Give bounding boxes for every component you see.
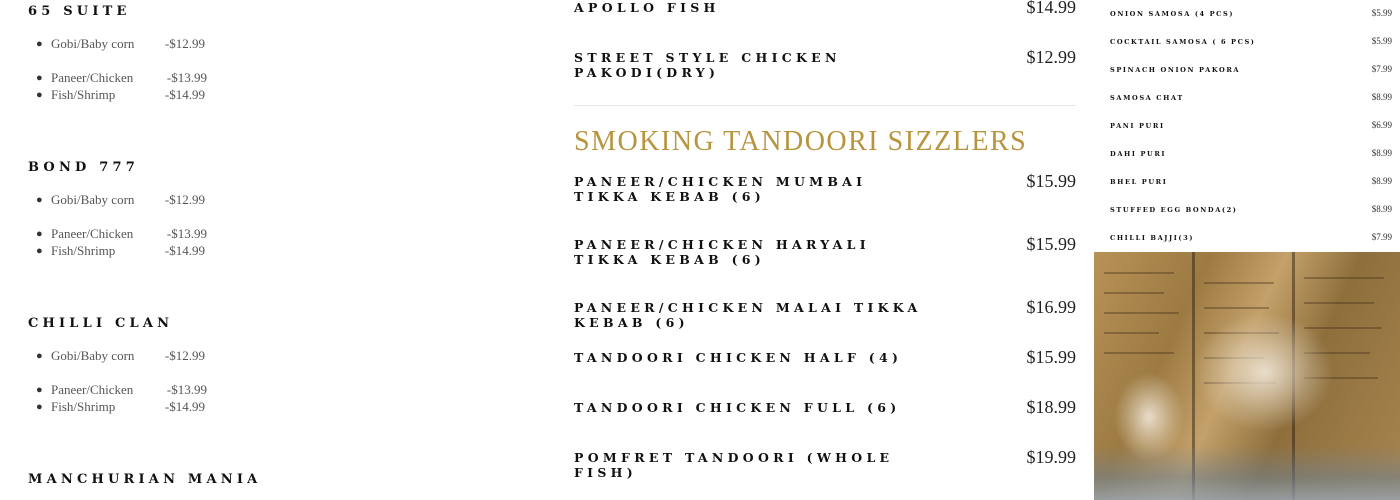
photo-text-line	[1204, 282, 1274, 284]
menu-item-name: STREET STYLE CHICKEN PAKODI(DRY)	[574, 50, 841, 80]
menu-item	[36, 70, 211, 86]
menu-item	[36, 399, 211, 415]
menu-item-name: POMFRET TANDOORI (WHOLE FISH)	[574, 450, 894, 480]
item-name: Paneer/Chicken	[51, 382, 134, 397]
item-price: -$12.99	[164, 192, 205, 207]
menu-item-name: PANEER/CHICKEN MALAI TIKKA KEBAB (6)	[574, 300, 922, 330]
photo-text-line	[1104, 332, 1159, 334]
menu-item-price: $8.99	[1371, 176, 1392, 186]
menu-item	[36, 36, 211, 52]
menu-item	[36, 243, 211, 259]
item-name: Gobi/Baby corn	[51, 192, 135, 207]
photo-text-line	[1104, 352, 1174, 354]
item-name: Fish/Shrimp	[51, 399, 116, 414]
section-title-chilli-clan: CHILLI CLAN	[28, 316, 174, 331]
section-title-manchurian-mania: MANCHURIAN MANIA	[28, 472, 262, 487]
menu-item	[36, 348, 211, 364]
item-name: Fish/Shrimp	[51, 243, 116, 258]
menu-item-price: $15.99	[1026, 234, 1076, 254]
photo-text-line	[1104, 312, 1179, 314]
photo-glare	[1194, 312, 1334, 432]
menu-item-name: CHILLI BAJJI(3)	[1110, 234, 1195, 242]
menu-item-price: $15.99	[1026, 347, 1076, 367]
item-price: -$14.99	[164, 243, 205, 258]
photo-text-line	[1304, 277, 1384, 279]
menu-item-name: PANEER/CHICKEN MUMBAI TIKKA KEBAB (6)	[574, 174, 867, 204]
menu-item-name: COCKTAIL SAMOSA ( 6 PCS)	[1110, 38, 1256, 46]
section-title-sizzlers: SMOKING TANDOORI SIZZLERS	[574, 126, 1028, 157]
bullet-icon: ●	[36, 245, 43, 257]
item-price: -$13.99	[166, 226, 207, 241]
menu-item-name: APOLLO FISH	[574, 0, 720, 15]
menu-item-name: TANDOORI CHICKEN HALF (4)	[574, 350, 903, 365]
menu-item-price: $8.99	[1371, 204, 1392, 214]
item-price: -$13.99	[166, 382, 207, 397]
left-menu-column	[0, 0, 560, 500]
item-price: -$12.99	[164, 36, 205, 51]
menu-item-name: BHEL PURI	[1110, 178, 1168, 186]
item-name: Paneer/Chicken	[51, 226, 134, 241]
item-price: -$14.99	[164, 399, 205, 414]
menu-item-price: $14.99	[1026, 0, 1076, 17]
menu-item-price: $6.99	[1371, 120, 1392, 130]
menu-item-price: $16.99	[1026, 297, 1076, 317]
bullet-icon: ●	[36, 89, 43, 101]
photo-text-line	[1104, 292, 1164, 294]
right-menu-column	[1094, 0, 1400, 500]
item-price: -$12.99	[164, 348, 205, 363]
menu-item-price: $12.99	[1026, 47, 1076, 67]
menu-item-price: $8.99	[1371, 92, 1392, 102]
bullet-icon: ●	[36, 401, 43, 413]
menu-item-name: SAMOSA CHAT	[1110, 94, 1184, 102]
menu-item-name: PANI PURI	[1110, 122, 1165, 130]
section-title-65-suite: 65 SUITE	[28, 4, 131, 19]
item-price: -$14.99	[164, 87, 205, 102]
item-name: Gobi/Baby corn	[51, 36, 135, 51]
menu-item	[36, 192, 211, 208]
menu-item-price: $18.99	[1026, 397, 1076, 417]
menu-item-price: $5.99	[1371, 36, 1392, 46]
bullet-icon: ●	[36, 38, 43, 50]
item-name: Paneer/Chicken	[51, 70, 134, 85]
bullet-icon: ●	[36, 350, 43, 362]
bullet-icon: ●	[36, 384, 43, 396]
menu-item-price: $7.99	[1371, 64, 1392, 74]
bullet-icon: ●	[36, 194, 43, 206]
photo-table-surface	[1094, 445, 1400, 500]
photo-text-line	[1204, 307, 1269, 309]
menu-item	[36, 226, 211, 242]
menu-item-price: $19.99	[1026, 447, 1076, 467]
menu-item-name: SPINACH ONION PAKORA	[1110, 66, 1241, 74]
menu-item-price: $15.99	[1026, 171, 1076, 191]
menu-item-name: DAHI PURI	[1110, 150, 1167, 158]
middle-menu-column	[560, 0, 1090, 500]
bullet-icon: ●	[36, 72, 43, 84]
menu-item-price: $8.99	[1371, 148, 1392, 158]
menu-item-name: STUFFED EGG BONDA(2)	[1110, 206, 1238, 214]
section-divider	[574, 105, 1076, 106]
menu-item	[36, 87, 211, 103]
bullet-icon: ●	[36, 228, 43, 240]
menu-photo	[1094, 252, 1400, 500]
menu-item-name: PANEER/CHICKEN HARYALI TIKKA KEBAB (6)	[574, 237, 870, 267]
menu-item	[36, 382, 211, 398]
photo-text-line	[1304, 327, 1382, 329]
menu-item-price: $5.99	[1371, 8, 1392, 18]
photo-text-line	[1104, 272, 1174, 274]
menu-item-price: $7.99	[1371, 232, 1392, 242]
item-price: -$13.99	[166, 70, 207, 85]
menu-item-name: TANDOORI CHICKEN FULL (6)	[574, 400, 901, 415]
item-name: Fish/Shrimp	[51, 87, 116, 102]
menu-item-name: ONION SAMOSA (4 PCS)	[1110, 10, 1235, 18]
section-title-bond-777: BOND 777	[28, 160, 139, 175]
photo-text-line	[1304, 302, 1374, 304]
item-name: Gobi/Baby corn	[51, 348, 135, 363]
